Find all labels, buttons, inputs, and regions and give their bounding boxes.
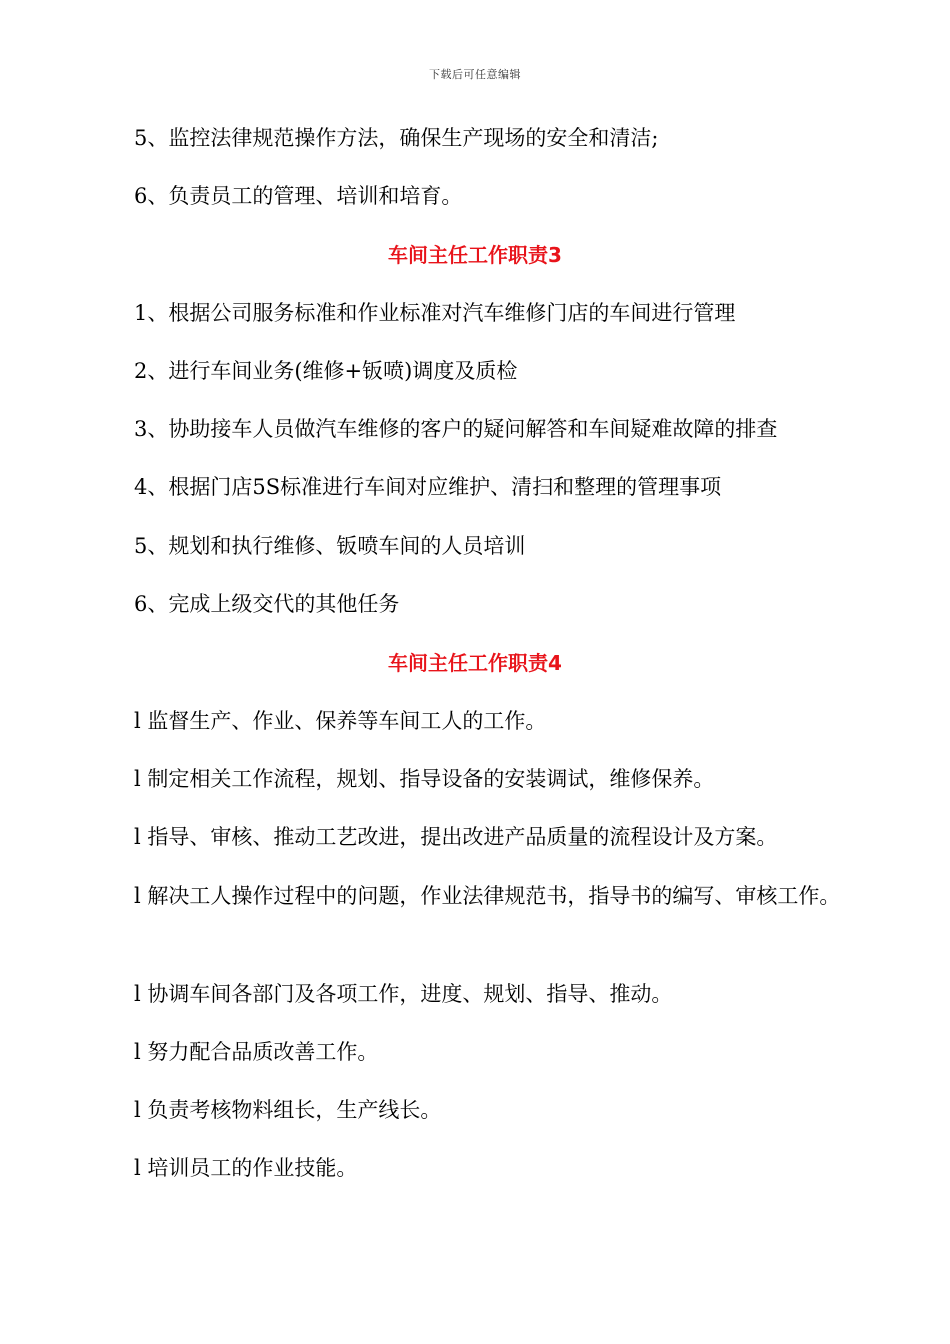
list-item: 5、监控法律规范操作方法，确保生产现场的安全和清洁; [134, 126, 659, 150]
header-note: 下载后可任意编辑 [429, 68, 521, 81]
list-item: l 制定相关工作流程，规划、指导设备的安装调试，维修保养。 [134, 767, 715, 791]
section-heading-3: 车间主任工作职责3 [388, 243, 562, 267]
list-item: l 培训员工的作业技能。 [134, 1156, 358, 1180]
list-item: 6、负责员工的管理、培训和培育。 [134, 184, 463, 208]
section-heading-4: 车间主任工作职责4 [388, 651, 562, 675]
list-item: l 负责考核物料组长，生产线长。 [134, 1098, 442, 1122]
list-item: l 指导、审核、推动工艺改进，提出改进产品质量的流程设计及方案。 [134, 825, 778, 849]
list-item: l 协调车间各部门及各项工作，进度、规划、指导、推动。 [134, 982, 673, 1006]
list-item: 3、协助接车人员做汽车维修的客户的疑问解答和车间疑难故障的排查 [134, 417, 778, 441]
list-item: 2、进行车间业务(维修+钣喷)调度及质检 [134, 359, 518, 383]
list-item: l 努力配合品质改善工作。 [134, 1040, 379, 1064]
list-item: 1、根据公司服务标准和作业标准对汽车维修门店的车间进行管理 [134, 301, 736, 325]
list-item: 6、完成上级交代的其他任务 [134, 592, 400, 616]
list-item: 4、根据门店5S标准进行车间对应维护、清扫和整理的管理事项 [134, 475, 722, 499]
list-item-wrapped: l 解决工人操作过程中的问题，作业法律规范书，指导书的编写、审核工作。 [134, 884, 841, 908]
list-item: l 监督生产、作业、保养等车间工人的工作。 [134, 709, 547, 733]
list-item: 5、规划和执行维修、钣喷车间的人员培训 [134, 534, 526, 558]
